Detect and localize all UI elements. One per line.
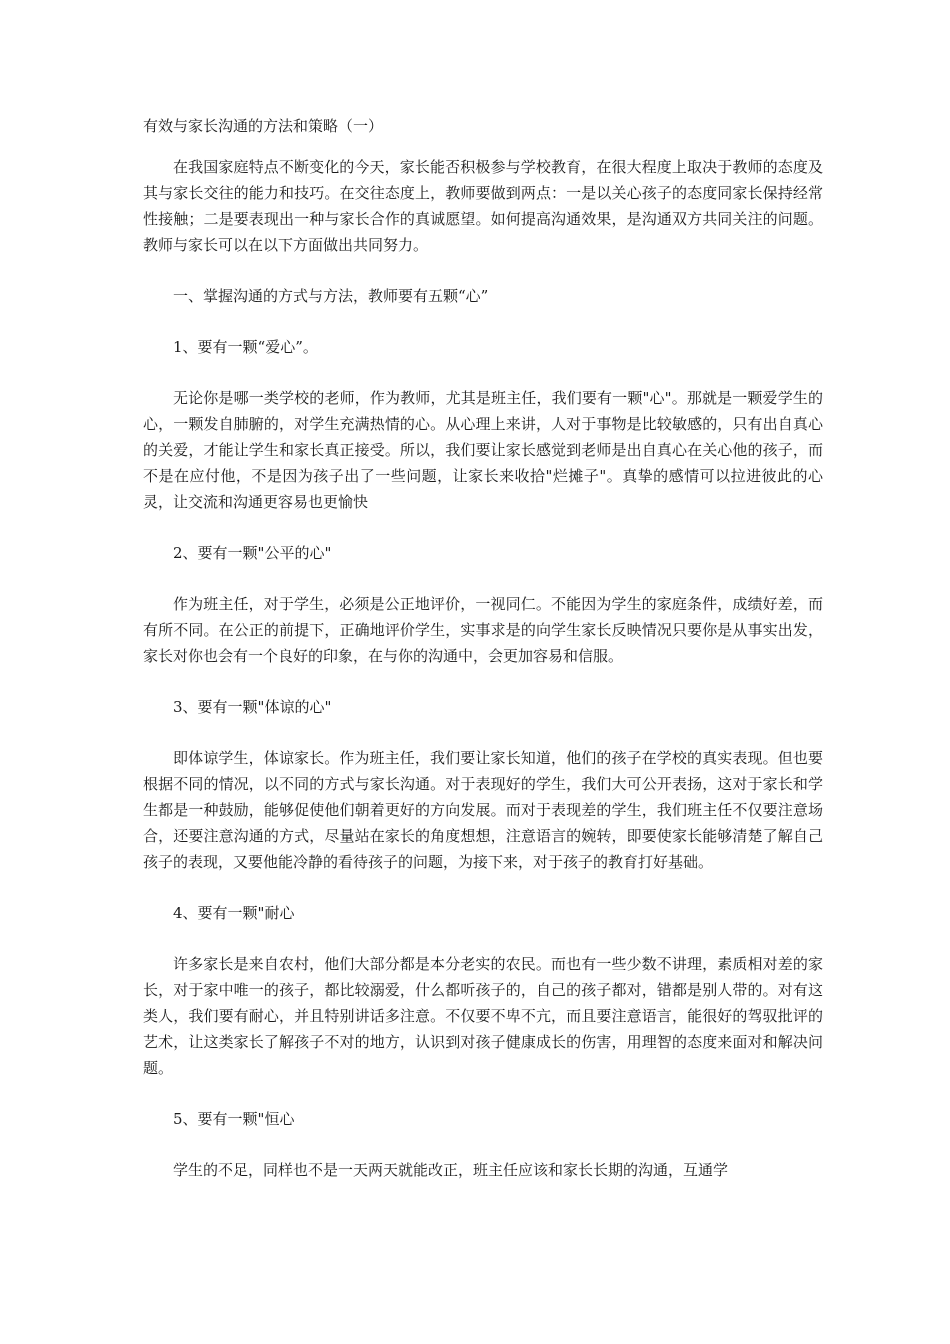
- item-2-heading-block: [143, 540, 823, 566]
- item-2-body-block: [143, 591, 823, 669]
- item-paragraph: 作为班主任，对于学生，必须是公正地评价，一视同仁。不能因为学生的家庭条件，成绩好差，而有所不同。在公正的前提下，正确地评价学生，实事求是的向学生家长反映情况只要你是从事实出发，家长对你也会有一个良好的印象，在与你的沟通中，会更加容易和信服。: [143, 595, 823, 665]
- item-paragraph: 无论你是哪一类学校的老师，作为教师，尤其是班主任，我们要有一颗"心"。那就是一颗爱学生的心，一颗发自肺腑的，对学生充满热情的心。从心理上来讲，人对于事物是比较敏感的，只有出自真心的关爱，才能让学生和家长真正接受。所以，我们要让家长感觉到老师是出自真心在关心他的孩子，而不是在应付他，不是因为孩子出了一些问题，让家长来收拾"烂摊子"。真挚的感情可以拉进彼此的心灵，让交流和沟通更容易也更愉快: [143, 389, 823, 511]
- item-heading: 2、要有一颗"公平的心": [173, 544, 332, 562]
- item-paragraph: 许多家长是来自农村，他们大部分都是本分老实的农民。而也有一些少数不讲理，素质相对差的家长，对于家中唯一的孩子，都比较溺爱，什么都听孩子的，自己的孩子都对，错都是别人带的。对有这类人，我们要有耐心，并且特别讲话多注意。不仅要不卑不亢，而且要注意语言，能很好的驾驭批评的艺术，让这类家长了解孩子不对的地方，认识到对孩子健康成长的伤害，用理智的态度来面对和解决问题。: [143, 955, 823, 1077]
- item-3-heading-block: [143, 694, 823, 720]
- item-1-body-block: [143, 385, 823, 515]
- item-heading: 4、要有一颗"耐心: [173, 904, 295, 922]
- item-paragraph: 即体谅学生，体谅家长。作为班主任，我们要让家长知道，他们的孩子在学校的真实表现。但也要根据不同的情况，以不同的方式与家长沟通。对于表现好的学生，我们大可公开表扬，这对于家长和学生都是一种鼓励，能够促使他们朝着更好的方向发展。而对于表现差的学生，我们班主任不仅要注意场合，还要注意沟通的方式，尽量站在家长的角度想想，注意语言的婉转，即要使家长能够清楚了解自己孩子的表现，又要他能冷静的看待孩子的问题，为接下来，对于孩子的教育打好基础。: [143, 749, 823, 871]
- intro-block: [143, 154, 823, 258]
- section-heading: 一、掌握沟通的方式与方法，教师要有五颗“心”: [173, 287, 489, 305]
- item-4-heading-block: [143, 900, 823, 926]
- item-4-body-block: [143, 951, 823, 1081]
- item-heading: 5、要有一颗"恒心: [173, 1110, 295, 1128]
- document-title: 有效与家长沟通的方法和策略（一）: [143, 117, 384, 135]
- intro-paragraph: 在我国家庭特点不断变化的今天，家长能否积极参与学校教育，在很大程度上取决于教师的态度及其与家长交往的能力和技巧。在交往态度上，教师要做到两点：一是以关心孩子的态度同家长保持经常性接触；二是要表现出一种与家长合作的真诚愿望。如何提高沟通效果，是沟通双方共同关注的问题。教师与家长可以在以下方面做出共同努力。: [143, 158, 823, 254]
- item-5-body-block: [143, 1157, 823, 1183]
- item-paragraph: 学生的不足，同样也不是一天两天就能改正，班主任应该和家长长期的沟通，互通学: [173, 1161, 729, 1179]
- item-5-heading-block: [143, 1106, 823, 1132]
- item-1-heading-block: [143, 334, 823, 360]
- section-heading-block: [143, 283, 823, 309]
- document-page: [143, 113, 823, 1208]
- item-heading: 1、要有一颗“爱心”。: [173, 338, 318, 356]
- item-heading: 3、要有一颗"体谅的心": [173, 698, 332, 716]
- item-3-body-block: [143, 745, 823, 875]
